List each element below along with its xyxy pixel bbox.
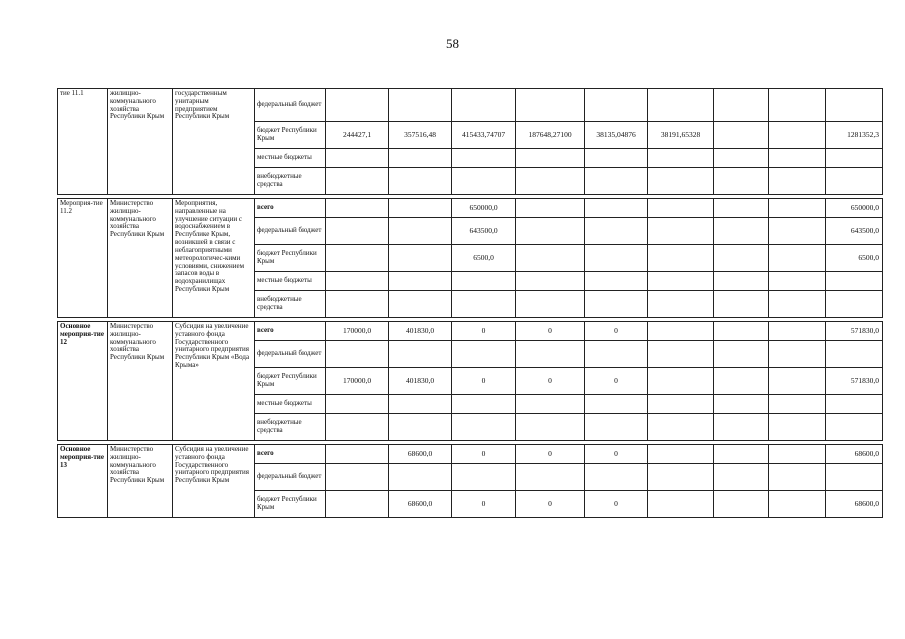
year-value	[648, 291, 714, 318]
year-value	[714, 341, 769, 368]
year-value	[516, 218, 585, 245]
year-value	[326, 149, 389, 168]
year-value	[585, 218, 648, 245]
year-value	[714, 445, 769, 464]
year-value	[585, 414, 648, 441]
year-value: 187648,27100	[516, 122, 585, 149]
year-value: 401830,0	[389, 368, 452, 395]
year-value	[516, 168, 585, 195]
funding-source: федеральный бюджет	[255, 89, 326, 122]
year-value	[452, 272, 516, 291]
year-value: 357516,48	[389, 122, 452, 149]
total-value: 650000,0	[826, 199, 883, 218]
year-value	[326, 464, 389, 491]
total-value	[826, 395, 883, 414]
year-value	[769, 491, 826, 518]
description-cell: государственным унитарным предприятием Республики Крым	[173, 89, 255, 195]
year-value: 244427,1	[326, 122, 389, 149]
year-value: 415433,74707	[452, 122, 516, 149]
year-value	[714, 122, 769, 149]
year-value	[326, 245, 389, 272]
year-value	[326, 89, 389, 122]
year-value	[769, 464, 826, 491]
year-value	[714, 291, 769, 318]
executor-cell: жилищно-коммунального хозяйства Республики Крым	[108, 89, 173, 195]
funding-source: федеральный бюджет	[255, 464, 326, 491]
year-value	[516, 272, 585, 291]
total-value	[826, 341, 883, 368]
year-value: 0	[452, 445, 516, 464]
year-value	[516, 291, 585, 318]
total-value	[826, 89, 883, 122]
funding-source: местные бюджеты	[255, 149, 326, 168]
year-value	[326, 414, 389, 441]
year-value	[389, 341, 452, 368]
funding-source: внебюджетные средства	[255, 414, 326, 441]
year-value	[769, 89, 826, 122]
year-value	[769, 341, 826, 368]
year-value	[585, 272, 648, 291]
year-value	[714, 322, 769, 341]
year-value	[389, 414, 452, 441]
year-value	[326, 491, 389, 518]
year-value	[389, 464, 452, 491]
executor-cell: Министерство жилищно-коммунального хозяйства Республики Крым	[108, 199, 173, 318]
year-value	[648, 218, 714, 245]
funding-source: местные бюджеты	[255, 395, 326, 414]
year-value	[585, 291, 648, 318]
activity-code: Мероприя-тие 11.2	[58, 199, 108, 318]
year-value	[648, 395, 714, 414]
funding-source: федеральный бюджет	[255, 218, 326, 245]
year-value	[648, 368, 714, 395]
year-value	[326, 291, 389, 318]
total-value	[826, 272, 883, 291]
year-value	[714, 464, 769, 491]
year-value	[714, 199, 769, 218]
year-value	[648, 168, 714, 195]
year-value: 0	[516, 491, 585, 518]
funding-source: бюджет Республики Крым	[255, 245, 326, 272]
year-value	[769, 149, 826, 168]
total-value	[826, 149, 883, 168]
year-value	[516, 245, 585, 272]
executor-cell: Министерство жилищно-коммунального хозяйства Республики Крым	[108, 445, 173, 518]
year-value	[648, 199, 714, 218]
funding-source: бюджет Республики Крым	[255, 491, 326, 518]
year-value	[648, 414, 714, 441]
year-value	[452, 414, 516, 441]
year-value	[714, 89, 769, 122]
year-value	[714, 218, 769, 245]
funding-source: местные бюджеты	[255, 272, 326, 291]
year-value	[452, 149, 516, 168]
funding-source: внебюджетные средства	[255, 168, 326, 195]
total-value	[826, 168, 883, 195]
year-value: 0	[585, 322, 648, 341]
year-value	[389, 395, 452, 414]
year-value	[516, 149, 585, 168]
executor-cell: Министерство жилищно-коммунального хозяйства Республики Крым	[108, 322, 173, 441]
description-cell: Субсидия на увеличение уставного фонда Государственного унитарного предприятия Республики Крым «Вода Крыма»	[173, 322, 255, 441]
description-cell: Субсидия на увеличение уставного фонда Государственного унитарного предприятия Республики Крым	[173, 445, 255, 518]
year-value	[452, 395, 516, 414]
budget-table	[57, 88, 883, 518]
year-value	[389, 291, 452, 318]
total-value	[826, 414, 883, 441]
year-value	[769, 272, 826, 291]
year-value: 0	[585, 368, 648, 395]
funding-source: бюджет Республики Крым	[255, 368, 326, 395]
year-value	[714, 491, 769, 518]
year-value	[769, 395, 826, 414]
year-value	[769, 168, 826, 195]
year-value	[452, 291, 516, 318]
year-value	[769, 122, 826, 149]
year-value: 6500,0	[452, 245, 516, 272]
funding-source: всего	[255, 199, 326, 218]
year-value: 0	[585, 491, 648, 518]
year-value	[585, 89, 648, 122]
year-value	[769, 218, 826, 245]
year-value	[452, 341, 516, 368]
total-value: 68600,0	[826, 445, 883, 464]
year-value	[769, 291, 826, 318]
year-value: 650000,0	[452, 199, 516, 218]
year-value: 170000,0	[326, 368, 389, 395]
year-value	[714, 149, 769, 168]
year-value	[389, 168, 452, 195]
total-value: 571830,0	[826, 322, 883, 341]
year-value	[648, 149, 714, 168]
funding-source: всего	[255, 445, 326, 464]
year-value	[648, 89, 714, 122]
year-value: 38135,04876	[585, 122, 648, 149]
year-value	[389, 272, 452, 291]
year-value	[648, 322, 714, 341]
year-value	[389, 218, 452, 245]
total-value	[826, 291, 883, 318]
year-value	[389, 199, 452, 218]
year-value	[585, 245, 648, 272]
year-value	[516, 89, 585, 122]
year-value	[769, 414, 826, 441]
total-value: 571830,0	[826, 368, 883, 395]
year-value	[389, 89, 452, 122]
year-value: 68600,0	[389, 491, 452, 518]
year-value	[326, 341, 389, 368]
year-value: 0	[585, 445, 648, 464]
year-value	[714, 414, 769, 441]
year-value: 0	[516, 368, 585, 395]
year-value	[389, 149, 452, 168]
year-value	[516, 199, 585, 218]
year-value: 0	[516, 445, 585, 464]
year-value	[585, 149, 648, 168]
year-value: 0	[452, 322, 516, 341]
total-value: 6500,0	[826, 245, 883, 272]
year-value	[714, 368, 769, 395]
year-value	[714, 272, 769, 291]
year-value	[769, 245, 826, 272]
year-value	[648, 445, 714, 464]
year-value	[648, 491, 714, 518]
year-value	[585, 341, 648, 368]
year-value	[769, 445, 826, 464]
activity-code: тие 11.1	[58, 89, 108, 195]
year-value	[585, 199, 648, 218]
funding-source: внебюджетные средства	[255, 291, 326, 318]
funding-source: федеральный бюджет	[255, 341, 326, 368]
year-value	[516, 395, 585, 414]
activity-code: Основное мероприя-тие 13	[58, 445, 108, 518]
year-value	[769, 199, 826, 218]
year-value	[452, 89, 516, 122]
year-value	[516, 464, 585, 491]
year-value: 68600,0	[389, 445, 452, 464]
year-value	[648, 341, 714, 368]
year-value	[389, 245, 452, 272]
year-value	[714, 395, 769, 414]
year-value	[769, 368, 826, 395]
year-value	[326, 445, 389, 464]
year-value	[326, 395, 389, 414]
year-value	[714, 168, 769, 195]
year-value	[326, 199, 389, 218]
total-value	[826, 464, 883, 491]
total-value: 643500,0	[826, 218, 883, 245]
year-value	[648, 464, 714, 491]
year-value	[769, 322, 826, 341]
year-value: 401830,0	[389, 322, 452, 341]
year-value: 0	[452, 368, 516, 395]
year-value	[585, 395, 648, 414]
table-row	[58, 322, 883, 341]
year-value	[452, 168, 516, 195]
page-number: 58	[446, 36, 459, 51]
year-value	[585, 168, 648, 195]
year-value	[326, 272, 389, 291]
total-value: 1281352,3	[826, 122, 883, 149]
table-row	[58, 89, 883, 122]
table-row	[58, 199, 883, 218]
year-value	[326, 168, 389, 195]
description-cell: Мероприятия, направленные на улучшение ситуации с водоснабжением в Республике Крым, возникшей в связи с неблагоприятными метеорологичес-кими условиями, снижением запасов воды в водохранилищах Республики Крым	[173, 199, 255, 318]
year-value	[585, 464, 648, 491]
year-value	[326, 218, 389, 245]
table-row	[58, 445, 883, 464]
funding-source: всего	[255, 322, 326, 341]
year-value: 643500,0	[452, 218, 516, 245]
year-value: 170000,0	[326, 322, 389, 341]
year-value	[516, 414, 585, 441]
year-value: 0	[452, 491, 516, 518]
year-value	[648, 245, 714, 272]
total-value: 68600,0	[826, 491, 883, 518]
year-value: 0	[516, 322, 585, 341]
year-value: 38191,65328	[648, 122, 714, 149]
activity-code: Основное мероприя-тие 12	[58, 322, 108, 441]
year-value	[516, 341, 585, 368]
year-value	[714, 245, 769, 272]
funding-source: бюджет Республики Крым	[255, 122, 326, 149]
year-value	[452, 464, 516, 491]
year-value	[648, 272, 714, 291]
